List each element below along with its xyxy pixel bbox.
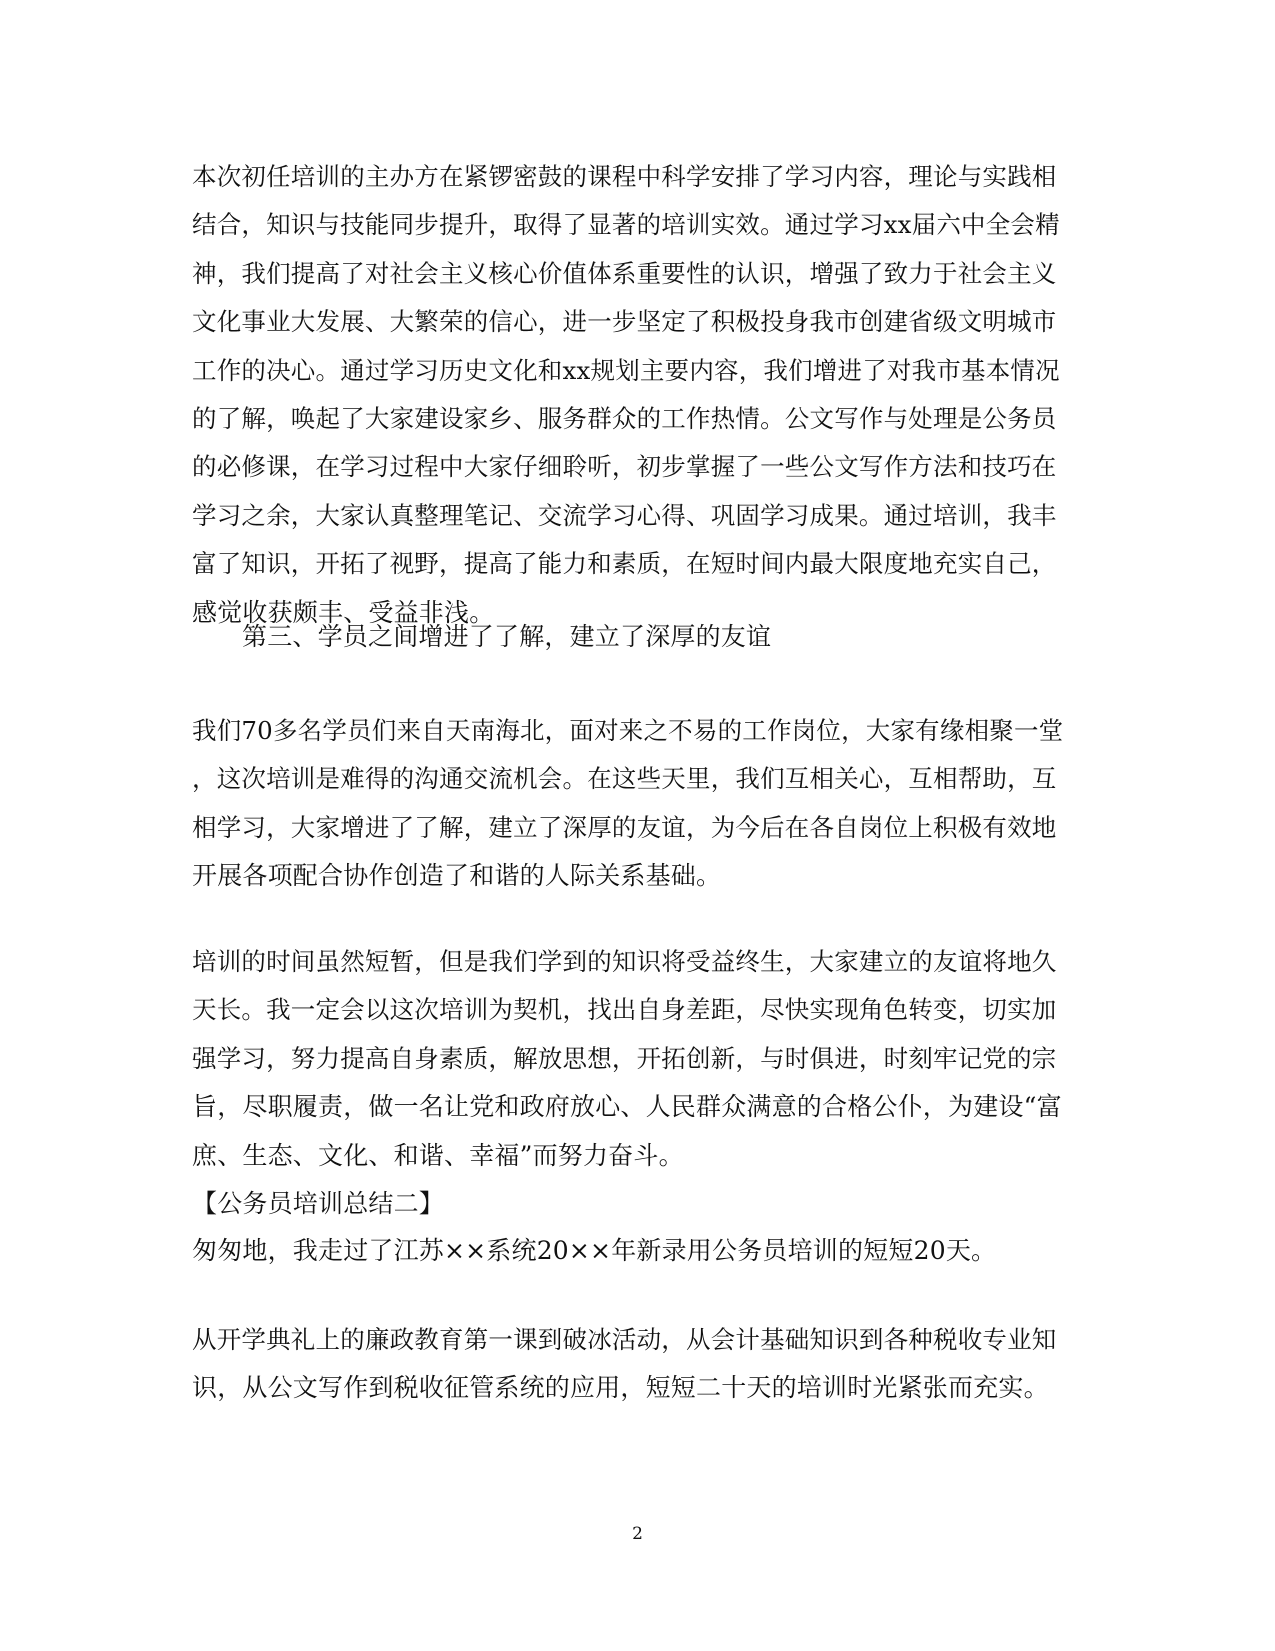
text-line: 从开学典礼上的廉政教育第一课到破冰活动，从会计基础知识到各种税收专业知 (192, 1325, 1057, 1354)
text-line: 结合，知识与技能同步提升，取得了显著的培训实效。通过学习xx届六中全会精 (192, 210, 1060, 240)
text-line: 神，我们提高了对社会主义核心价值体系重要性的认识，增强了致力于社会主义 (192, 258, 1057, 288)
paragraph-friendship (192, 707, 1072, 901)
section-title: 【公务员培训总结二】 (192, 1189, 445, 1218)
page-number: 2 (632, 1524, 643, 1544)
text-line: 匆匆地，我走过了江苏××系统20××年新录用公务员培训的短短20天。 (192, 1236, 997, 1265)
text-line: 感觉收获颇丰、受益非浅。 (192, 597, 495, 627)
paragraph-course-overview (192, 1316, 1072, 1413)
text-line: 强学习，努力提高自身素质，解放思想，开拓创新，与时俱进，时刻牢记党的宗 (192, 1043, 1057, 1073)
paragraph-commitment (192, 938, 1072, 1180)
paragraph-twenty-days (192, 1227, 1072, 1275)
text-line: 文化事业大发展、大繁荣的信心，进一步坚定了积极投身我市创建省级文明城市 (192, 307, 1057, 337)
text-line: 富了知识，开拓了视野，提高了能力和素质，在短时间内最大限度地充实自己， (192, 549, 1057, 579)
text-line: 工作的决心。通过学习历史文化和xx规划主要内容，我们增进了对我市基本情况 (192, 355, 1060, 385)
section-title-summary-two (192, 1180, 1072, 1228)
text-line: 相学习，大家增进了了解，建立了深厚的友谊，为今后在各自岗位上积极有效地 (192, 812, 1057, 842)
text-line: 的了解，唤起了大家建设家乡、服务群众的工作热情。公文写作与处理是公务员 (192, 404, 1057, 434)
text-line: 培训的时间虽然短暂，但是我们学到的知识将受益终生，大家建立的友谊将地久 (192, 947, 1057, 976)
text-line: 的必修课，在学习过程中大家仔细聆听，初步掌握了一些公文写作方法和技巧在 (192, 452, 1057, 482)
text-line: 学习之余，大家认真整理笔记、交流学习心得、巩固学习成果。通过培训，我丰 (192, 500, 1057, 530)
text-line: 旨，尽职履责，做一名让党和政府放心、人民群众满意的合格公仆，为建设“富 (192, 1092, 1062, 1122)
text-line: 庶、生态、文化、和谐、幸福”而努力奋斗。 (192, 1140, 684, 1170)
heading-text: 第三、学员之间增进了了解，建立了深厚的友谊 (242, 622, 772, 651)
text-line: 本次初任培训的主办方在紧锣密鼓的课程中科学安排了学习内容，理论与实践相 (192, 162, 1057, 191)
text-line: 识，从公文写作到税收征管系统的应用，短短二十天的培训时光紧张而充实。 (192, 1373, 1049, 1403)
text-line: ，这次培训是难得的沟通交流机会。在这些天里，我们互相关心，互相帮助，互 (192, 764, 1057, 794)
text-line: 开展各项配合协作创造了和谐的人际关系基础。 (192, 861, 722, 891)
paragraph-training-results (192, 153, 1072, 637)
text-line: 天长。我一定会以这次培训为契机，找出自身差距，尽快实现角色转变，切实加 (192, 995, 1057, 1025)
text-line: 我们70多名学员们来自天南海北，面对来之不易的工作岗位，大家有缘相聚一堂 (192, 716, 1064, 745)
section-heading-friendship (242, 613, 1122, 661)
